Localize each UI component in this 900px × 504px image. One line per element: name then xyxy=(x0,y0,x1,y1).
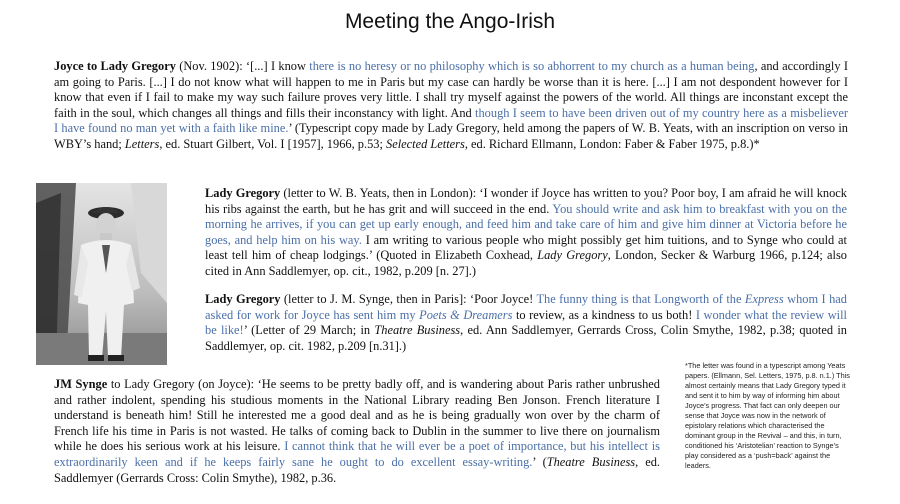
citation-text: ’ (Letter of 29 March; in xyxy=(243,323,375,338)
speaker: Lady Gregory xyxy=(205,292,281,306)
highlighted-quote-title: Express xyxy=(744,292,784,306)
citation-title: Lady Gregory xyxy=(537,248,608,263)
citation-title: Theatre Business xyxy=(374,323,461,338)
citation-title: Letters xyxy=(124,136,160,151)
citation-text: ’ (Typescript copy made by Lady Gregory, held among the papers of W. B. Yeats, with an inscription on verso in WBY’s hand; xyxy=(54,121,848,151)
joyce-portrait-photo xyxy=(36,183,167,365)
citation-title: Selected Letters xyxy=(386,136,465,151)
highlighted-quote: though I seem to have been driven out of my country here as a misbeliever I have found no man yet with a faith like mine. xyxy=(54,105,848,136)
citation-text: I am writing to various people who might possibly get him tuitions, and to Synge who could at least tell him of cheap lodgings.’ (Quoted in Elizabeth Coxhead, xyxy=(205,232,847,263)
citation-text: , ed. Richard Ellmann, London: Faber & Faber 1975, p.8.)* xyxy=(464,136,760,151)
quote-synge-to-lady-gregory xyxy=(54,377,660,486)
quote-text: , and accordingly I am going to Paris. [...] I do not know what will happen to me in Paris but my case can hardly be worse than it is here. [...] I am not despondent however for I know that even if I fail to make my way such failure proves very little. I shall try myself against the powers of the world. All things are inconstant except the faith in the soul, which changes all things and fills their inconstancy with light. And xyxy=(54,59,848,120)
quote-text: to review, as a kindness to us both! xyxy=(512,307,696,322)
highlighted-quote: I wonder what the review will be like! xyxy=(205,307,847,338)
highlighted-quote: there is no heresy or no philosophy which is so abhorrent to my church as a human being xyxy=(309,59,755,73)
speaker: JM Synge xyxy=(54,377,108,391)
speaker: Lady Gregory xyxy=(205,186,281,200)
quote-lady-gregory-to-yeats xyxy=(205,186,847,280)
highlighted-quote: I cannot think that he will ever be a poet of importance, but his intellect is extraordinarily keen and if he keeps fairly sane he ought to do excellent essay-writing. xyxy=(54,439,660,469)
highlighted-quote: The funny thing is that Longworth of the xyxy=(536,292,745,306)
quote-text: (letter to J. M. Synge, then in Paris]: ‘Poor Joyce! xyxy=(280,292,537,306)
quote-lady-gregory-to-synge xyxy=(205,292,847,354)
page-title: Meeting the Ango-Irish xyxy=(344,10,556,33)
citation-text: , ed. Ann Saddlemyer, Gerrards Cross, Colin Smythe, 1982, p.38; quoted in Saddlemyer, op. cit. 1982, p.209 [n.31].) xyxy=(205,323,847,353)
highlighted-quote: whom I had asked for work for Joyce has sent him my xyxy=(205,292,847,322)
citation-text: , London, Secker & Warburg 1966, p.124; also cited in Ann Saddlemyer, op. cit., 1982, p.209 [n. 27].) xyxy=(205,248,848,278)
citation-text: , ed. Stuart Gilbert, Vol. I [1957], 1966, p.53; xyxy=(159,136,387,151)
highlighted-quote: You should write and ask him to breakfast with you on the morning he arrives, if you can get up early enough, and feed him and take care of him and give him dinner at Victoria before he goes, and help him on his way. xyxy=(205,201,847,247)
quote-text: ’ ( xyxy=(532,454,547,469)
footnote: *The letter was found in a typescript among Yeats papers. (Ellmann, Sel. Letters, 1975, p.8. n.1.) This almost certainly means that Lady Gregory typed it and sent it to him by way of informing him about Joyce’s progress. That fact can only deepen our sense that Joyce was now in the network of epistolary relations which characterised the dominant group in the Revival – and this, in turn, conditioned his ‘Aristotelian’ reaction to Synge’s play considered as a ‘push=back’ against the leaders. xyxy=(685,361,850,470)
citation-text: , ed. Saddlemyer (Gerrards Cross: Colin Smythe), 1982, p.36. xyxy=(54,454,661,485)
quote-text: (Nov. 1902): ‘[...] I know xyxy=(175,59,310,73)
quote-joyce-to-lady-gregory xyxy=(54,59,848,153)
quote-text: (letter to W. B. Yeats, then in London): ‘I wonder if Joyce has written to you? Poor boy, I am afraid he will knock his ribs against the earth, but he has grit and will succeed in the end. xyxy=(205,186,847,216)
quote-text: to Lady Gregory (on Joyce): ‘He seems to be pretty badly off, and is wandering about Paris rather unbrushed and rather indolent, spending his studious moments in the National Library reading Ben Jonson. French literature I understand is beneath him! Still he interested me a good deal and as he is being gradually won over by the charm of French life his time in Paris is not wasted. He talks of coming back to Dublin in the summer to live there on journalism while he does his serious work at his leisure. xyxy=(54,377,660,454)
citation-title: Theatre Business xyxy=(546,454,636,469)
speaker: Joyce to Lady Gregory xyxy=(54,59,176,73)
highlighted-quote-title: Poets & Dreamers xyxy=(419,307,513,322)
